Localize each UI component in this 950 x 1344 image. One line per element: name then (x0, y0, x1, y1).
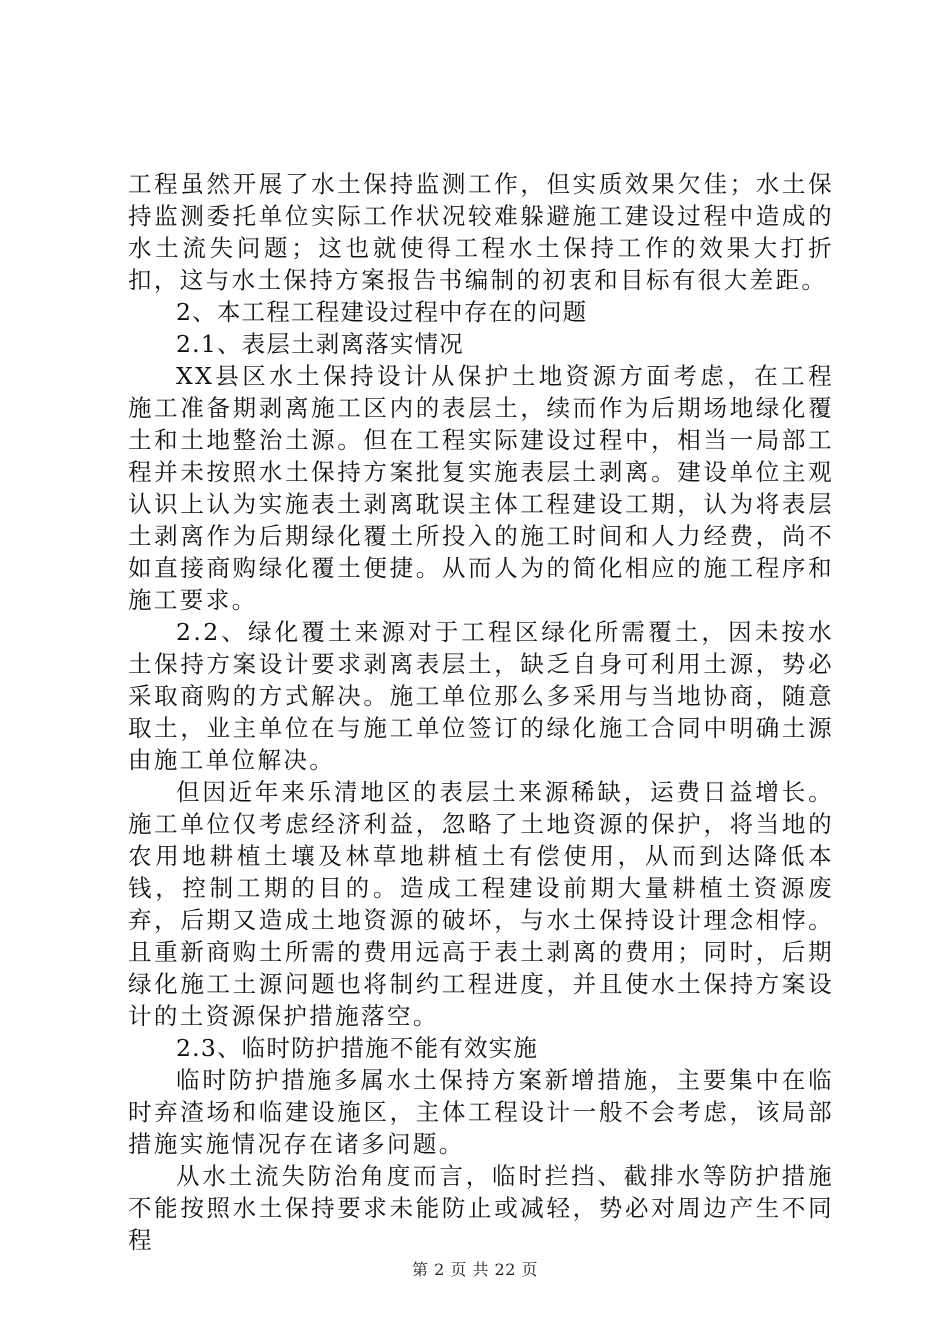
subsection-heading-2-1: 2.1、表层土剥离落实情况 (176, 330, 464, 358)
paragraph-topsoil-stripping: XX县区水土保持设计从保护土地资源方面考虑，在工程施工准备期剥离施工区内的表层土，续而作为后期场地绿化覆土和土地整治土源。但在工程实际建设过程中，相当一局部工程并未按照水土保持方案批复实施表层土剥离。建设单位主观认识上认为实施表土剥离耽误主体工程建设工期，认为将表层土剥离作为后期绿化覆土所投入的施工时间和人力经费，尚不如直接商购绿化覆土便捷。从而人为的简化相应的施工程序和施工要求。 (128, 362, 834, 614)
paragraph-temporary-protection: 临时防护措施多属水土保持方案新增措施，主要集中在临时弃渣场和临建设施区，主体工程设计一般不会考虑，该局部措施实施情况存在诸多问题。 (128, 1066, 834, 1158)
page-number-footer: 第 2 页 共 22 页 (412, 1260, 538, 1279)
document-body (128, 168, 834, 1256)
section-heading-2: 2、本工程工程建设过程中存在的问题 (176, 298, 588, 326)
paragraph-topsoil-scarcity: 但因近年来乐清地区的表层土来源稀缺，运费日益增长。施工单位仅考虑经济利益，忽略了土地资源的保护，将当地的农用地耕植土壤及林草地耕植土有偿使用，从而到达降低本钱，控制工期的目的。造成工程建设前期大量耕植土资源废弃，后期又造成土地资源的破坏，与水土保持设计理念相悖。且重新商购土所需的费用远高于表土剥离的费用；同时，后期绿化施工土源问题也将制约工程进度，并且使水土保持方案设计的土资源保护措施落空。 (128, 778, 834, 1030)
paragraph-greening-soil-source: 2.2、绿化覆土来源对于工程区绿化所需覆土，因未按水土保持方案设计要求剥离表层土，缺乏自身可利用土源，势必采取商购的方式解决。施工单位那么多采用与当地协商，随意取土，业主单位在与施工单位签订的绿化施工合同中明确土源由施工单位解决。 (128, 618, 834, 774)
paragraph-erosion-control: 从水土流失防治角度而言，临时拦挡、截排水等防护措施不能按照水土保持要求未能防止或减轻，势必对周边产生不同程 (128, 1162, 834, 1254)
paragraph-continuation: 工程虽然开展了水土保持监测工作，但实质效果欠佳；水土保持监测委托单位实际工作状况较难躲避施工建设过程中造成的水土流失问题；这也就使得工程水土保持工作的效果大打折扣，这与水土保持方案报告书编制的初衷和目标有很大差距。 (128, 170, 834, 294)
subsection-heading-2-3: 2.3、临时防护措施不能有效实施 (176, 1034, 539, 1062)
